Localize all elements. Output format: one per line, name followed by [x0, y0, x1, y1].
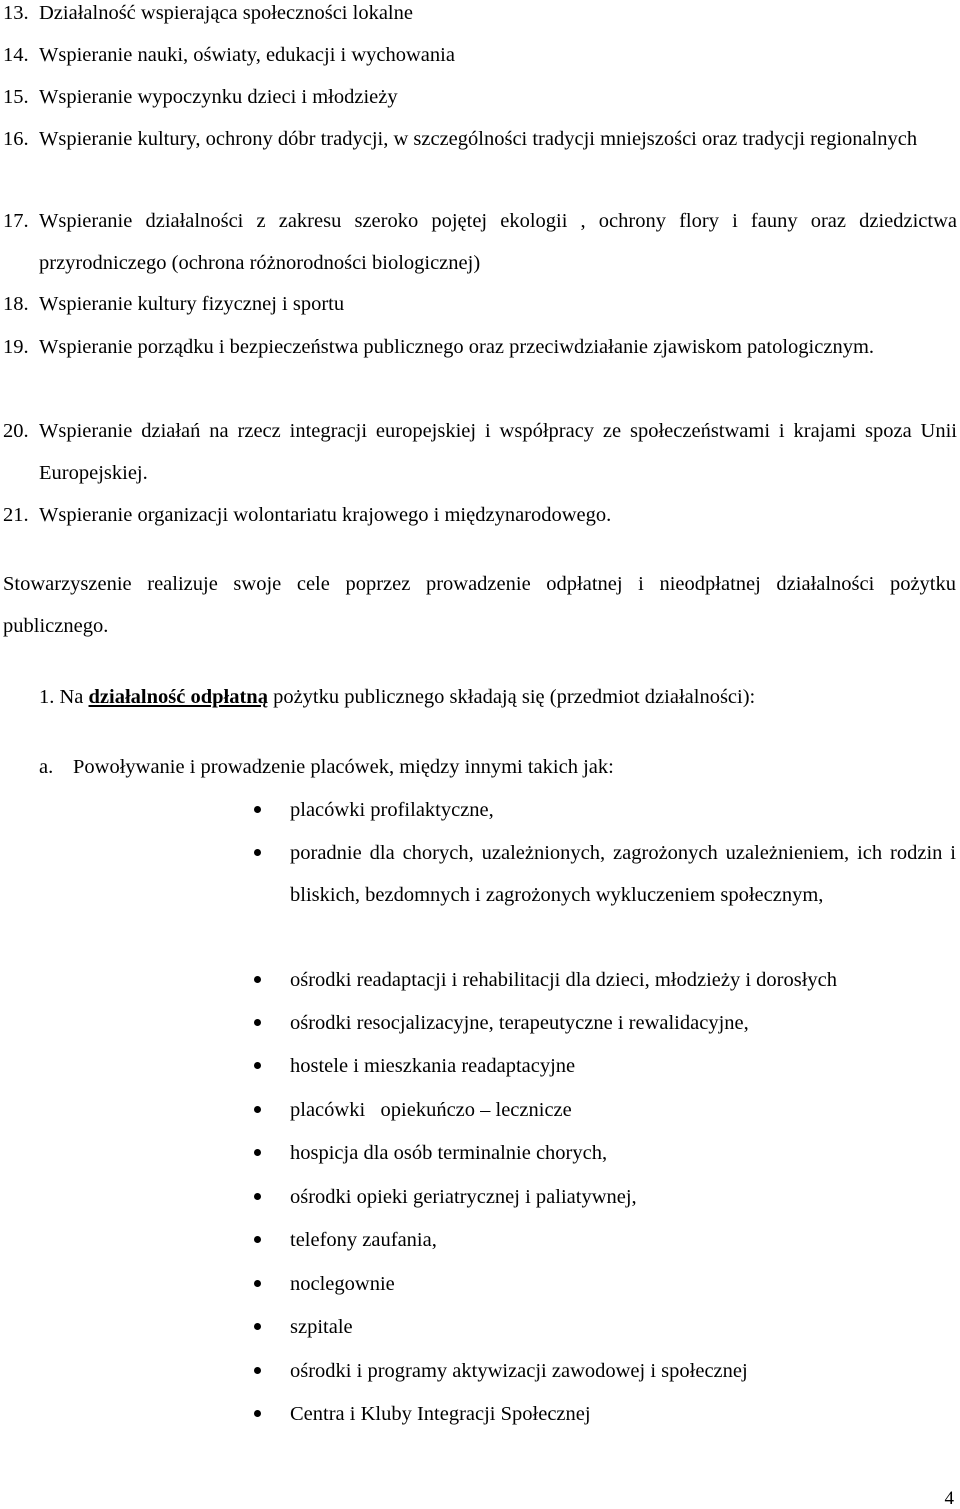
- item-number: 15.: [3, 86, 29, 108]
- bullet-dot-icon: [254, 1106, 261, 1113]
- bullet-text: noclegownie: [290, 1273, 395, 1295]
- item-number: 17.: [3, 210, 29, 232]
- bullet-text: poradnie dla chorych, uzależnionych, zagrożonych uzależnieniem, ich rodzin i bliskich, bezdomnych i zagrożonych wykluczeniem społecznym,: [290, 842, 956, 906]
- item-text: Wspieranie wypoczynku dzieci i młodzieży: [39, 86, 398, 108]
- item-text: Wspieranie kultury, ochrony dóbr tradycji, w szczególności tradycji mniejszości oraz tradycji regionalnych: [39, 128, 918, 150]
- item-number: 13.: [3, 2, 29, 24]
- item-text: Wspieranie nauki, oświaty, edukacji i wychowania: [39, 44, 455, 66]
- bullet-text: telefony zaufania,: [290, 1229, 437, 1251]
- item-number: 19.: [3, 336, 29, 358]
- bullet-text: ośrodki i programy aktywizacji zawodowej i społecznej: [290, 1360, 748, 1382]
- bullet-text: placówki opiekuńczo – lecznicze: [290, 1099, 572, 1121]
- bullet-dot-icon: [254, 1280, 261, 1287]
- bullet-dot-icon: [254, 1323, 261, 1330]
- section-heading: [39, 684, 755, 710]
- item-text: Wspieranie działalności z zakresu szeroko pojętej ekologii , ochrony flory i fauny oraz dziedzictwa przyrodniczego (ochrona różnorodności biologicznej): [39, 210, 957, 274]
- bullet-text: szpitale: [290, 1316, 353, 1338]
- item-text: Działalność wspierająca społeczności lokalne: [39, 2, 413, 24]
- bullet-dot-icon: [254, 1236, 261, 1243]
- item-number: 20.: [3, 420, 29, 442]
- bullet-dot-icon: [254, 1367, 261, 1374]
- bullet-text: ośrodki opieki geriatrycznej i paliatywnej,: [290, 1186, 637, 1208]
- bullet-dot-icon: [254, 849, 261, 856]
- bullet-text: placówki profilaktyczne,: [290, 799, 494, 821]
- item-number: 18.: [3, 293, 29, 315]
- item-text: Wspieranie kultury fizycznej i sportu: [39, 293, 345, 315]
- bullet-text: Centra i Kluby Integracji Społecznej: [290, 1403, 591, 1425]
- sub-item-letter: a.: [39, 756, 54, 778]
- bullet-dot-icon: [254, 1062, 261, 1069]
- page-number: 4: [944, 1488, 954, 1509]
- sub-item-text: Powoływanie i prowadzenie placówek, między innymi takich jak:: [73, 756, 614, 778]
- section-text-bold: działalność odpłatną: [88, 686, 268, 708]
- bullet-text: hostele i mieszkania readaptacyjne: [290, 1055, 576, 1077]
- item-text: Wspieranie organizacji wolontariatu krajowego i międzynarodowego.: [39, 504, 612, 526]
- bullet-dot-icon: [254, 1410, 261, 1417]
- item-number: 21.: [3, 504, 29, 526]
- item-text: Wspieranie działań na rzecz integracji europejskiej i współpracy ze społeczeństwami i krajami spoza Unii Europejskiej.: [39, 420, 957, 484]
- bullet-dot-icon: [254, 976, 261, 983]
- bullet-dot-icon: [254, 1149, 261, 1156]
- body-paragraph: Stowarzyszenie realizuje swoje cele poprzez prowadzenie odpłatnej i nieodpłatnej działalności pożytku publicznego.: [3, 573, 956, 637]
- item-number: 14.: [3, 44, 29, 66]
- item-number: 16.: [3, 128, 29, 150]
- item-text: Wspieranie porządku i bezpieczeństwa publicznego oraz przeciwdziałanie zjawiskom patologicznym.: [39, 336, 875, 358]
- bullet-dot-icon: [254, 1019, 261, 1026]
- bullet-text: ośrodki readaptacji i rehabilitacji dla dzieci, młodzieży i dorosłych: [290, 969, 838, 991]
- section-number: 1.: [39, 686, 55, 708]
- section-text-post: pożytku publicznego składają się (przedmiot działalności):: [273, 686, 756, 708]
- section-text-pre: Na: [59, 686, 84, 708]
- bullet-text: ośrodki resocjalizacyjne, terapeutyczne i rewalidacyjne,: [290, 1012, 749, 1034]
- bullet-text: hospicja dla osób terminalnie chorych,: [290, 1142, 608, 1164]
- bullet-dot-icon: [254, 1193, 261, 1200]
- bullet-dot-icon: [254, 806, 261, 813]
